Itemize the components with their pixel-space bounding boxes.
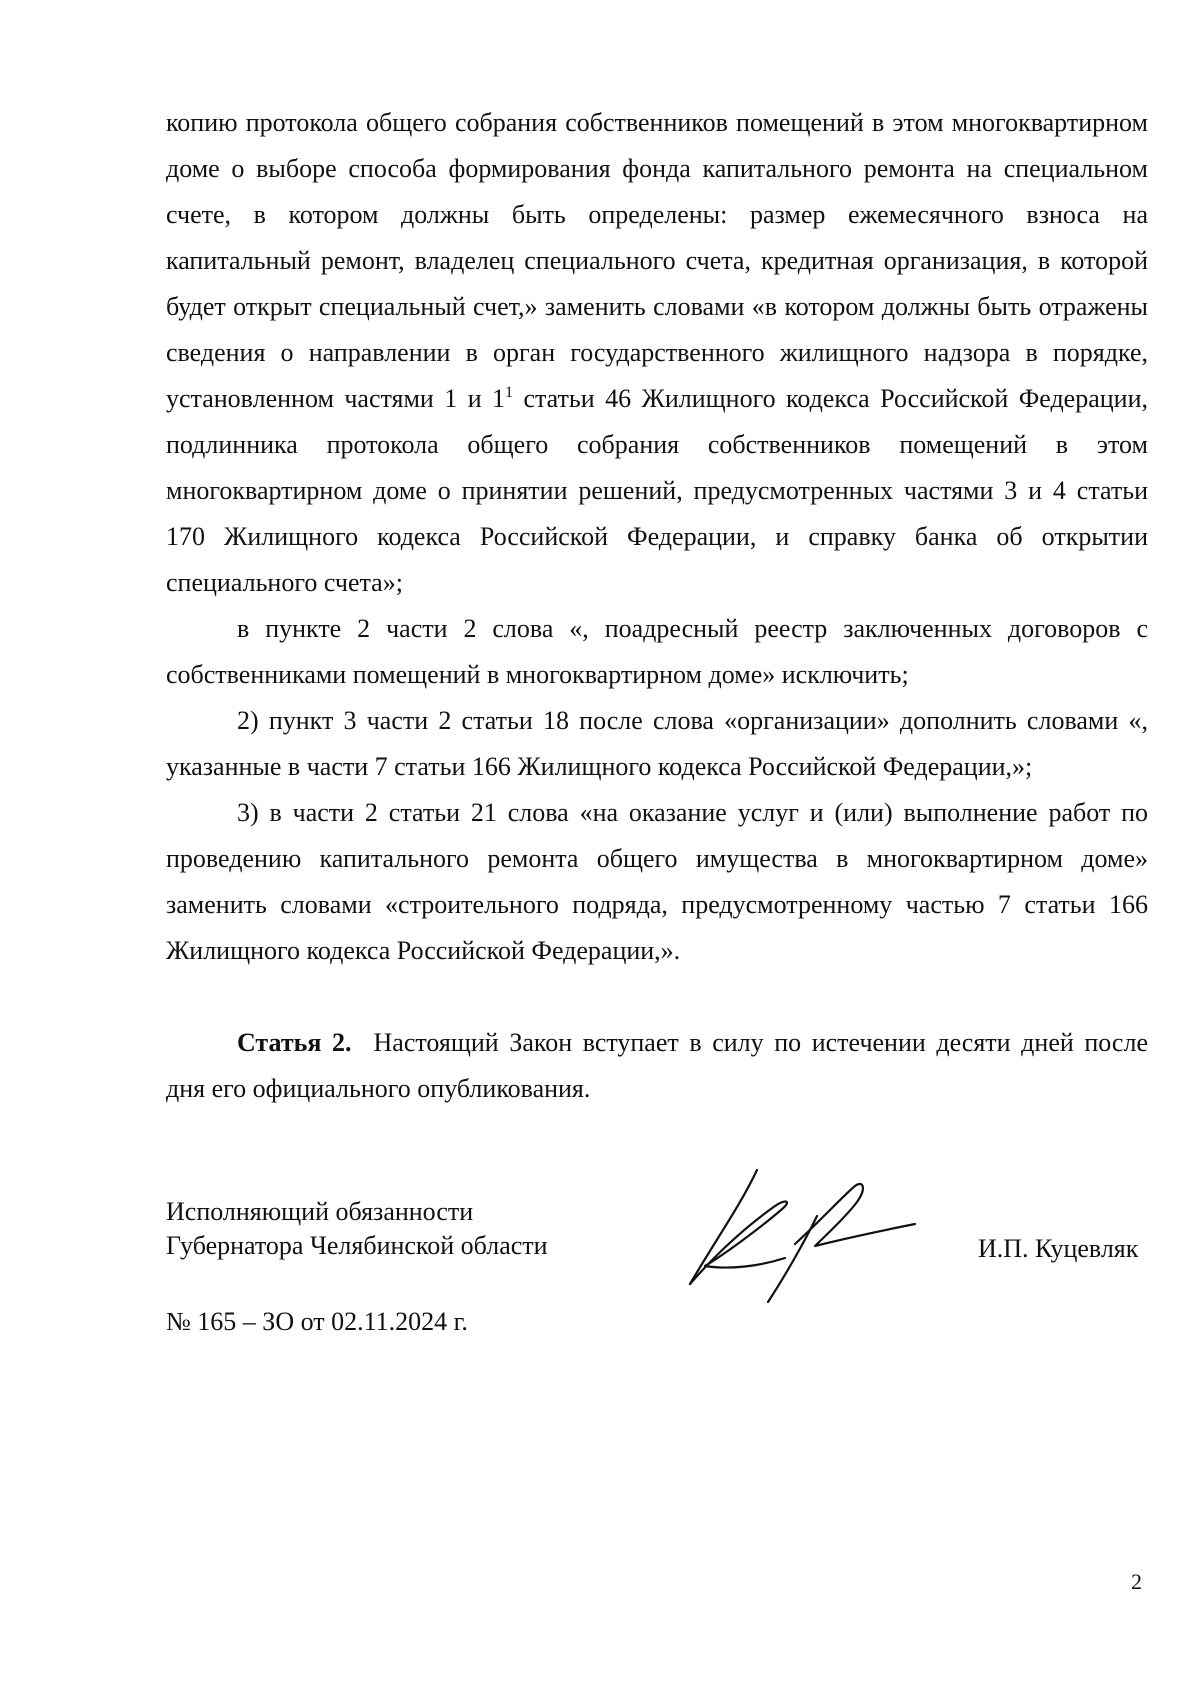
handwritten-signature bbox=[685, 1166, 925, 1306]
article-2 bbox=[166, 1020, 1148, 1112]
signer-name: И.П. Куцевляк bbox=[978, 1234, 1139, 1263]
article-2-title: Статья 2. bbox=[237, 1028, 352, 1057]
law-number: № 165 – ЗО от 02.11.2024 г. bbox=[166, 1307, 468, 1336]
paragraph-1: копию протокола общего собрания собственников помещений в этом многоквартирном доме о выборе способа формирования фонда капитального ремонта на специальном счете, в котором должны быть определены: размер ежемесячного взноса на капитальный ремонт, владелец специального счета, кредитная организация, в которой будет открыт специальный счет,» заменить словами «в котором должны быть отражены сведения о направлении в орган государственного жилищного надзора в порядке, установленном частями 1 и $1^1$ статьи 46 Жилищного кодекса Российской Федерации, подлинника протокола общего собрания собственников помещений в этом многоквартирном доме о принятии решений, предусмотренных частями 3 и 4 статьи 170 Жилищного кодекса Российской Федерации, и справку банка об открытии специального счета»; bbox=[166, 108, 1148, 597]
position-line-1: Исполняющий обязанности bbox=[166, 1197, 474, 1226]
paragraph-3: 2) пункт 3 части 2 статьи 18 после слова «организации» дополнить словами «, указанные в части 7 статьи 166 Жилищного кодекса Российской Федерации,»; bbox=[166, 706, 1148, 781]
page-number: 2 bbox=[1131, 1569, 1142, 1594]
paragraph-4: 3) в части 2 статьи 21 слова «на оказание услуг и (или) выполнение работ по проведению капитального ремонта общего имущества в многоквартирном доме» заменить словами «строительного подряда, предусмотренному частью 7 статьи 166 Жилищного кодекса Российской Федерации,». bbox=[166, 798, 1148, 965]
signatory-position bbox=[166, 1195, 548, 1263]
superscript: 1 bbox=[505, 384, 514, 401]
position-line-2: Губернатора Челябинской области bbox=[166, 1231, 548, 1260]
document-body bbox=[166, 100, 1148, 1112]
paragraph-2: в пункте 2 части 2 слова «, поадресный реестр заключенных договоров с собственниками помещений в многоквартирном доме» исключить; bbox=[166, 614, 1148, 689]
article-2-text: Настоящий Закон вступает в силу по истечении десяти дней после дня его официального опубликования. bbox=[166, 1028, 1148, 1103]
